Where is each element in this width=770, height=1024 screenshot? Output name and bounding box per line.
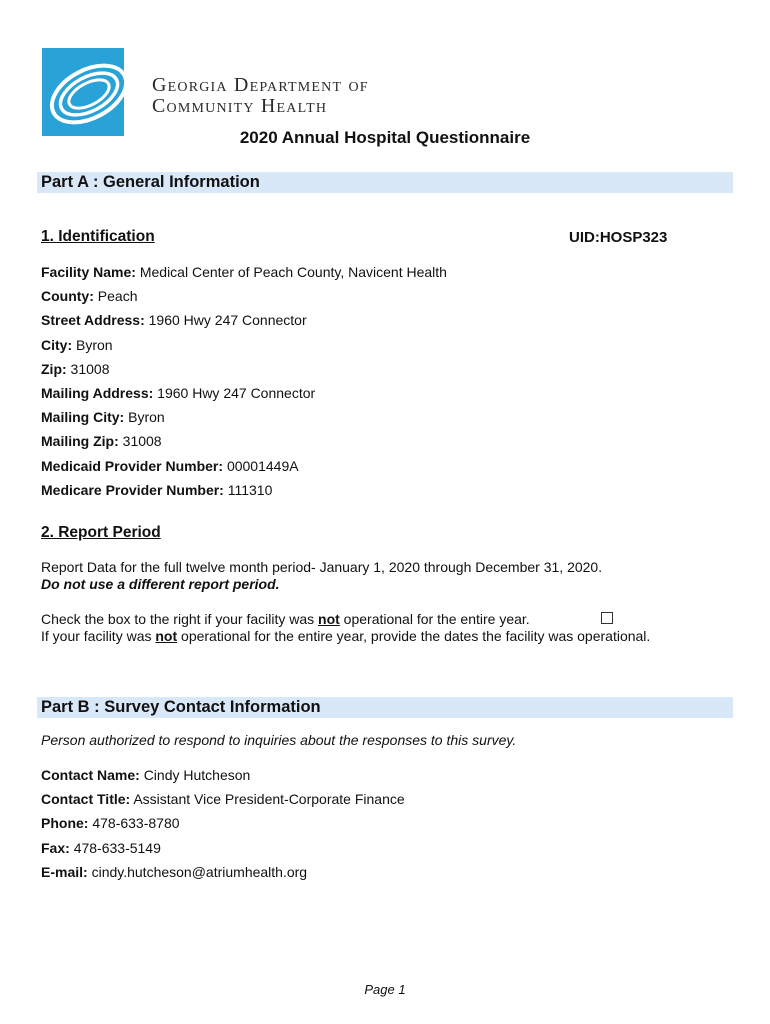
field-row — [41, 360, 447, 384]
field-label: Street Address: — [41, 312, 145, 329]
field-value: 00001449A — [226, 457, 299, 474]
field-row — [41, 263, 447, 287]
field-value: 478-633-5149 — [73, 839, 161, 856]
instruction-text: operational for the entire year, provide the dates the facility was operational. — [177, 628, 651, 644]
field-label: Medicare Provider Number: — [41, 481, 224, 498]
field-row — [41, 384, 447, 408]
field-row — [41, 432, 447, 456]
field-row — [41, 839, 405, 863]
field-value: Cindy Hutcheson — [143, 767, 251, 783]
emphasis-not: not — [155, 628, 178, 644]
field-value: 478-633-8780 — [92, 815, 180, 832]
question-text: operational for the entire year. — [339, 611, 530, 627]
org-name — [152, 75, 369, 117]
part-a-title: Part A : General Information — [41, 173, 260, 191]
field-value: 1960 Hwy 247 Connector — [148, 312, 307, 329]
field-label: Contact Title: — [41, 791, 131, 808]
part-b-header — [37, 697, 733, 718]
part-a-header — [37, 172, 733, 193]
field-row — [41, 814, 405, 838]
field-value: Medical Center of Peach County, Navicent Health — [139, 264, 447, 280]
not-operational-question — [41, 611, 530, 627]
field-row — [41, 481, 447, 505]
field-value: 1960 Hwy 247 Connector — [157, 384, 316, 401]
field-row — [41, 408, 447, 432]
field-label: Phone: — [41, 815, 89, 832]
field-label: Mailing Address: — [41, 384, 154, 401]
field-value: cindy.hutcheson@atriumhealth.org — [91, 863, 308, 880]
contact-fields — [41, 766, 405, 887]
field-value: Byron — [76, 336, 113, 353]
dch-logo-icon — [42, 48, 124, 136]
org-name-line2: Community Health — [152, 95, 328, 117]
question-text: Check the box to the right if your facility was — [41, 611, 319, 627]
field-label: Contact Name: — [41, 767, 140, 783]
field-row — [41, 863, 405, 887]
field-label: Zip: — [41, 360, 67, 377]
field-value: 111310 — [227, 481, 273, 498]
field-value: Assistant Vice President-Corporate Finance — [133, 791, 405, 808]
field-row — [41, 766, 405, 790]
uid-label: UID:HOSP323 — [569, 229, 668, 246]
field-row — [41, 311, 447, 335]
field-row — [41, 336, 447, 360]
not-operational-checkbox[interactable] — [601, 612, 613, 624]
field-label: Facility Name: — [41, 264, 136, 280]
field-value: 31008 — [122, 433, 162, 450]
operational-dates-instruction — [41, 628, 650, 644]
emphasis-not: not — [318, 611, 340, 627]
field-row — [41, 457, 447, 481]
field-value: 31008 — [70, 360, 110, 377]
instruction-text: If your facility was — [41, 628, 156, 644]
org-name-line1: Georgia Department of — [152, 74, 369, 96]
field-value: Byron — [128, 409, 165, 426]
part-b-intro: Person authorized to respond to inquiries about the responses to this survey. — [41, 732, 517, 748]
identification-fields — [41, 263, 447, 505]
field-row — [41, 287, 447, 311]
field-label: Fax: — [41, 839, 70, 856]
field-label: Mailing Zip: — [41, 433, 119, 450]
field-label: County: — [41, 288, 94, 305]
report-period-note: Do not use a different report period. — [41, 576, 280, 592]
field-label: Mailing City: — [41, 409, 125, 426]
field-label: Medicaid Provider Number: — [41, 457, 224, 474]
document-title: 2020 Annual Hospital Questionnaire — [239, 128, 531, 147]
field-label: E-mail: — [41, 863, 88, 880]
report-period-heading: 2. Report Period — [41, 524, 161, 541]
part-b-title: Part B : Survey Contact Information — [41, 698, 321, 716]
page-number: Page 1 — [364, 982, 406, 997]
field-value: Peach — [97, 288, 138, 305]
field-label: City: — [41, 336, 73, 353]
report-period-text: Report Data for the full twelve month period- January 1, 2020 through December 31, 2020. — [41, 559, 603, 575]
identification-heading: 1. Identification — [41, 228, 155, 245]
field-row — [41, 790, 405, 814]
